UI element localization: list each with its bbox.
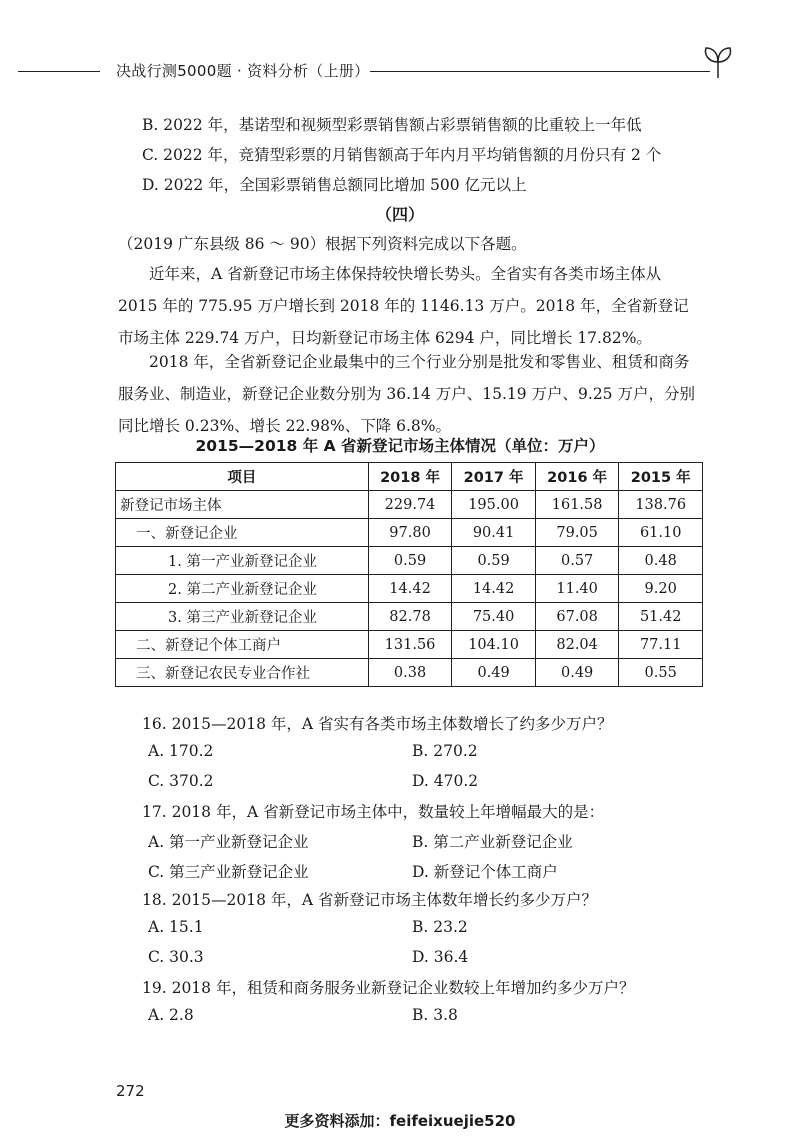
cell-value: 97.80: [368, 519, 452, 547]
page-number: 272: [116, 1082, 145, 1100]
cell-value: 0.48: [619, 547, 703, 575]
q19-option-a: A. 2.8: [148, 1006, 194, 1024]
header-rule-left: [18, 71, 100, 72]
q18-option-b: B. 23.2: [412, 918, 468, 936]
cell-value: 104.10: [452, 631, 536, 659]
header-rule-right: [370, 71, 710, 72]
q16-option-d: D. 470.2: [412, 772, 479, 790]
cell-value: 0.49: [452, 659, 536, 687]
row-label: 三、新登记农民专业合作社: [116, 659, 369, 687]
question-18-stem: 18. 2015—2018 年，A 省新登记市场主体数年增长约多少万户？: [142, 891, 598, 909]
cell-value: 79.05: [535, 519, 619, 547]
cell-value: 229.74: [368, 491, 452, 519]
row-label: 3. 第三产业新登记企业: [116, 603, 369, 631]
header-cell: 项目: [116, 463, 369, 491]
q16-option-a: A. 170.2: [148, 742, 214, 760]
cell-value: 0.38: [368, 659, 452, 687]
cell-value: 14.42: [452, 575, 536, 603]
section-title: （四）: [375, 205, 424, 224]
header-cell: 2016 年: [535, 463, 619, 491]
paragraph-2: 2018 年，全省新登记企业最集中的三个行业分别是批发和零售业、租赁和商务服务业、制造业，新登记企业数分别为 36.14 万户、15.19 万户、9.25 万户，分别同比增长 0.23%、增长 22.98%、下降 6.8%。: [118, 353, 695, 435]
cell-value: 51.42: [619, 603, 703, 631]
question-16-stem: 16. 2015—2018 年，A 省实有各类市场主体数增长了约多少万户？: [142, 715, 613, 733]
row-label: 二、新登记个体工商户: [116, 631, 369, 659]
paragraph-1: 近年来，A 省新登记市场主体保持较快增长势头。全省实有各类市场主体从 2015 年的 775.95 万户增长到 2018 年的 1146.13 万户。2018 年，全省新登记市场主体 229.74 万户，日均新登记市场主体 6294 户，同比增长 17.82%。: [118, 265, 689, 347]
cell-value: 0.59: [452, 547, 536, 575]
prev-option-c: C. 2022 年，竞猜型彩票的月销售额高于年内月平均销售额的月份只有 2 个: [142, 146, 662, 164]
header-cell: 2015 年: [619, 463, 703, 491]
row-label: 1. 第一产业新登记企业: [116, 547, 369, 575]
prev-option-d: D. 2022 年，全国彩票销售总额同比增加 500 亿元以上: [142, 176, 527, 194]
cell-value: 0.49: [535, 659, 619, 687]
running-header: [18, 56, 718, 86]
q17-option-b: B. 第二产业新登记企业: [412, 833, 573, 851]
cell-value: 14.42: [368, 575, 452, 603]
table-row: [116, 491, 703, 519]
table-row: [116, 631, 703, 659]
row-label: 2. 第二产业新登记企业: [116, 575, 369, 603]
table-row: [116, 575, 703, 603]
table-header-row: [116, 463, 703, 491]
cell-value: 82.78: [368, 603, 452, 631]
data-table: [115, 462, 703, 687]
footer-note: 更多资料添加：feifeixuejie520: [284, 1112, 516, 1130]
header-title: 决战行测5000题 · 资料分析（上册）: [116, 62, 370, 80]
q17-option-c: C. 第三产业新登记企业: [148, 863, 309, 881]
q18-option-a: A. 15.1: [148, 918, 204, 936]
header-cell: 2017 年: [452, 463, 536, 491]
table-caption: 2015—2018 年 A 省新登记市场主体情况（单位：万户）: [195, 437, 605, 455]
cell-value: 0.57: [535, 547, 619, 575]
cell-value: 11.40: [535, 575, 619, 603]
section-intro: （2019 广东县级 86 ～ 90）根据下列资料完成以下各题。: [118, 235, 527, 253]
cell-value: 195.00: [452, 491, 536, 519]
cell-value: 138.76: [619, 491, 703, 519]
cell-value: 131.56: [368, 631, 452, 659]
question-19-stem: 19. 2018 年，租赁和商务服务业新登记企业数较上年增加约多少万户？: [142, 979, 635, 997]
prev-option-b: B. 2022 年，基诺型和视频型彩票销售额占彩票销售额的比重较上一年低: [142, 116, 642, 134]
q17-option-a: A. 第一产业新登记企业: [148, 833, 309, 851]
cell-value: 161.58: [535, 491, 619, 519]
table-row: [116, 603, 703, 631]
question-17-stem: 17. 2018 年，A 省新登记市场主体中，数量较上年增幅最大的是：: [142, 803, 605, 821]
cell-value: 61.10: [619, 519, 703, 547]
q18-option-d: D. 36.4: [412, 948, 469, 966]
cell-value: 90.41: [452, 519, 536, 547]
row-label: 一、新登记企业: [116, 519, 369, 547]
row-label: 新登记市场主体: [116, 491, 369, 519]
sprout-icon: [698, 40, 738, 80]
table-row: [116, 547, 703, 575]
cell-value: 75.40: [452, 603, 536, 631]
table-row: [116, 519, 703, 547]
q19-option-b: B. 3.8: [412, 1006, 458, 1024]
q18-option-c: C. 30.3: [148, 948, 204, 966]
cell-value: 9.20: [619, 575, 703, 603]
cell-value: 0.59: [368, 547, 452, 575]
q16-option-c: C. 370.2: [148, 772, 214, 790]
q16-option-b: B. 270.2: [412, 742, 478, 760]
cell-value: 0.55: [619, 659, 703, 687]
cell-value: 82.04: [535, 631, 619, 659]
cell-value: 77.11: [619, 631, 703, 659]
cell-value: 67.08: [535, 603, 619, 631]
q17-option-d: D. 新登记个体工商户: [412, 863, 558, 881]
table-row: [116, 659, 703, 687]
header-cell: 2018 年: [368, 463, 452, 491]
